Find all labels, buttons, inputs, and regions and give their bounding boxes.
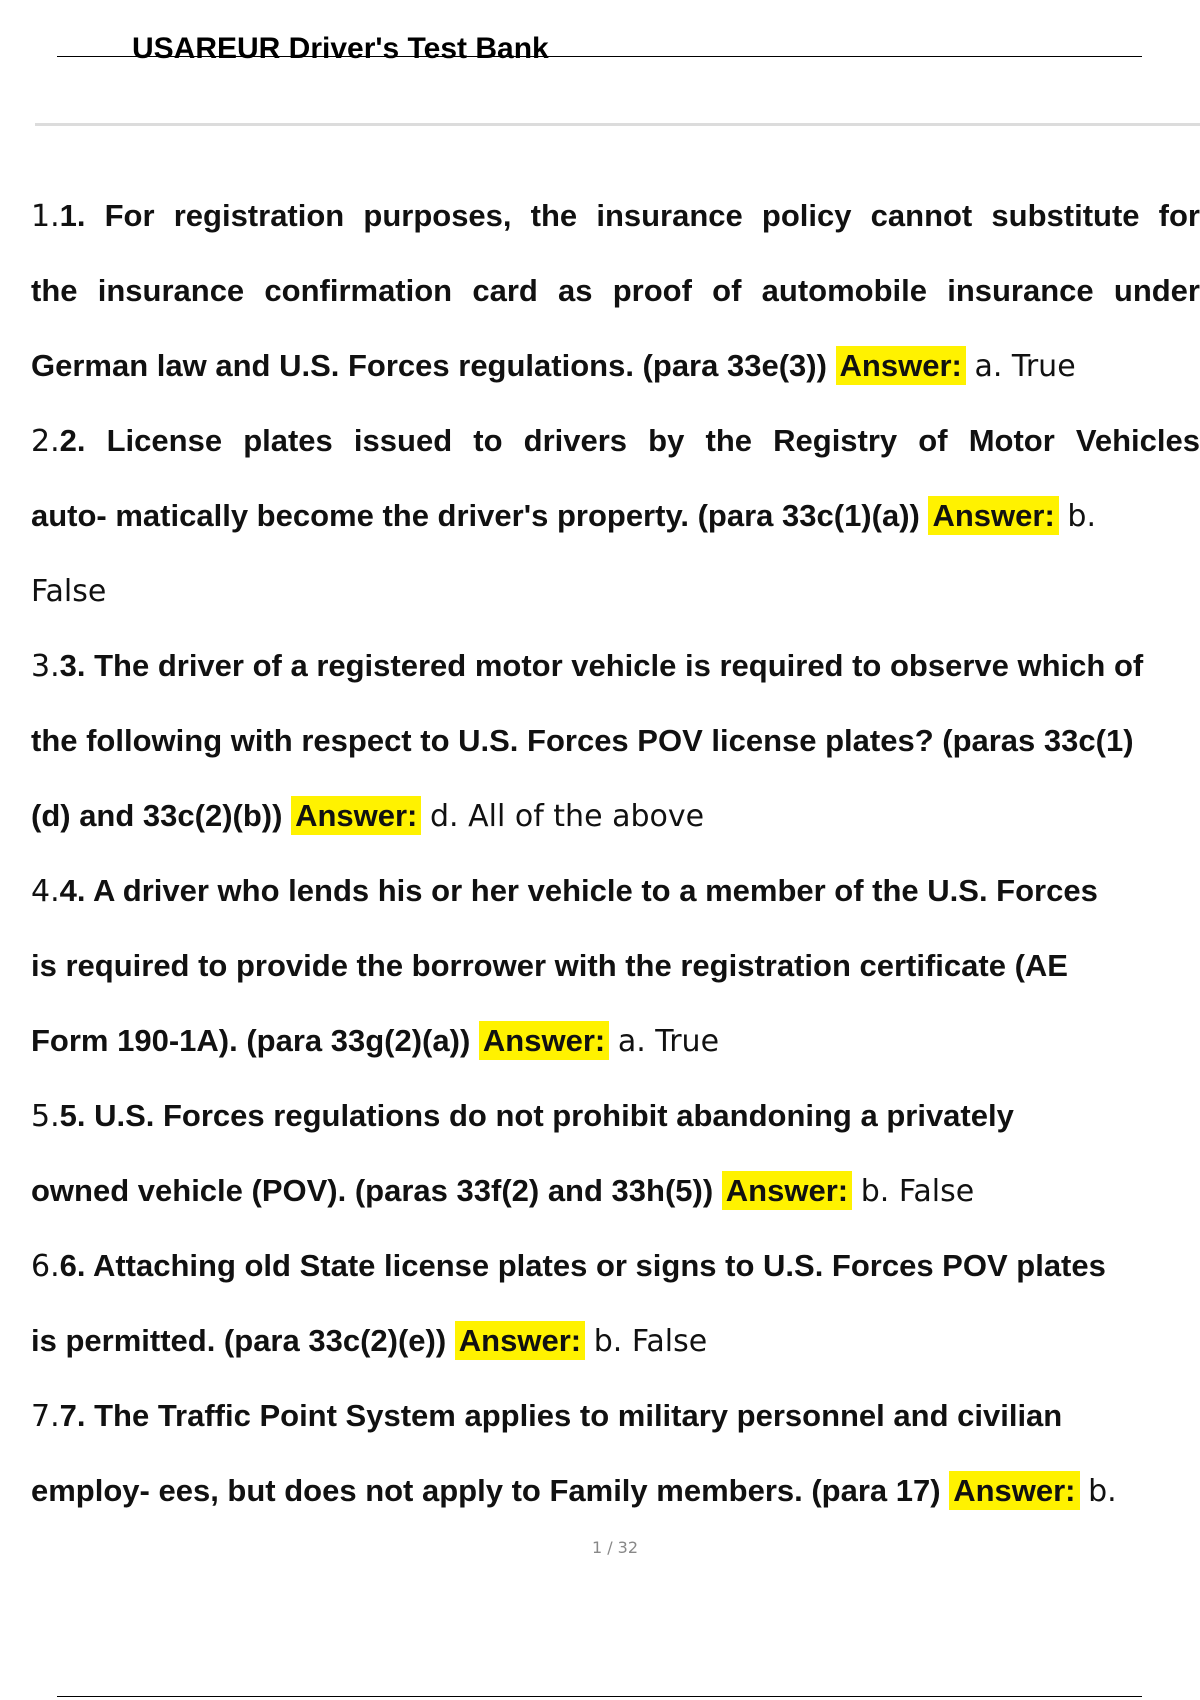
question-item (31, 1378, 1200, 1528)
question-line (31, 1153, 1200, 1228)
question-line (31, 553, 1200, 628)
answer-label: Answer: (455, 1321, 585, 1360)
question-text: Form 190-1A). (para 33g(2)(a)) (31, 1023, 471, 1058)
question-number: 3. (31, 649, 60, 684)
question-line (31, 478, 1200, 553)
question-text: 4. A driver who lends his or her vehicle to a member of the U.S. Forces (59, 873, 1098, 908)
answer-label: Answer: (949, 1471, 1079, 1510)
question-number: 7. (31, 1399, 60, 1434)
question-line (31, 628, 1200, 703)
question-item (31, 853, 1200, 1078)
question-line (31, 928, 1200, 1003)
answer-value: False (31, 574, 107, 609)
question-number: 2. (31, 424, 60, 459)
answer-value: a. True (974, 349, 1076, 384)
question-line (31, 853, 1200, 928)
question-line (31, 403, 1200, 478)
footer-rule (57, 1696, 1142, 1697)
answer-value: b. (1067, 499, 1096, 534)
question-text: 2. License plates issued to drivers by the Registry of Motor Vehicles (59, 423, 1200, 458)
answer-value: b. (1088, 1474, 1117, 1509)
answer-value: d. All of the above (430, 799, 705, 834)
question-number: 4. (31, 874, 60, 909)
question-text: employ- ees, but does not apply to Family members. (para 17) (31, 1473, 941, 1508)
answer-value: b. False (860, 1174, 975, 1209)
question-item (31, 1228, 1200, 1378)
question-line (31, 778, 1200, 853)
question-line (31, 328, 1200, 403)
question-item (31, 178, 1200, 403)
question-text: 1. For registration purposes, the insurance policy cannot substitute for (59, 198, 1200, 233)
answer-value: a. True (617, 1024, 720, 1059)
question-text: the insurance confirmation card as proof of automobile insurance under (31, 273, 1200, 308)
answer-label: Answer: (479, 1021, 609, 1060)
question-line (31, 1078, 1200, 1153)
question-line (31, 1453, 1200, 1528)
question-line (31, 703, 1200, 778)
header-divider (35, 123, 1200, 126)
question-text: owned vehicle (POV). (paras 33f(2) and 33h(5)) (31, 1173, 714, 1208)
question-item (31, 1078, 1200, 1228)
document-title: USAREUR Driver's Test Bank (132, 32, 549, 65)
question-text: the following with respect to U.S. Forces POV license plates? (paras 33c(1) (31, 723, 1134, 758)
question-text: 7. The Traffic Point System applies to military personnel and civilian (59, 1398, 1063, 1433)
question-line (31, 1003, 1200, 1078)
question-item (31, 628, 1200, 853)
question-line (31, 1378, 1200, 1453)
question-list (31, 178, 1200, 1538)
question-text: 5. U.S. Forces regulations do not prohibit abandoning a privately (59, 1098, 1014, 1133)
question-number: 1. (31, 199, 60, 234)
question-text: 6. Attaching old State license plates or signs to U.S. Forces POV plates (59, 1248, 1106, 1283)
question-line (31, 178, 1200, 253)
question-text: 3. The driver of a registered motor vehicle is required to observe which of (59, 648, 1144, 683)
answer-value: b. False (593, 1324, 708, 1359)
page-header (0, 0, 1200, 130)
question-number: 5. (31, 1099, 60, 1134)
question-text: is permitted. (para 33c(2)(e)) (31, 1323, 447, 1358)
question-number: 6. (31, 1249, 60, 1284)
question-text: auto- matically become the driver's property. (para 33c(1)(a)) (31, 498, 920, 533)
question-line (31, 1228, 1200, 1303)
question-line (31, 1303, 1200, 1378)
question-item (31, 403, 1200, 628)
question-text: is required to provide the borrower with the registration certificate (AE (31, 948, 1068, 983)
answer-label: Answer: (836, 346, 966, 385)
question-text: (d) and 33c(2)(b)) (31, 798, 283, 833)
answer-label: Answer: (928, 496, 1058, 535)
question-text: German law and U.S. Forces regulations. (para 33e(3)) (31, 348, 827, 383)
question-line (31, 253, 1200, 328)
page-number: 1 / 32 (591, 1538, 639, 1557)
answer-label: Answer: (722, 1171, 852, 1210)
answer-label: Answer: (291, 796, 421, 835)
